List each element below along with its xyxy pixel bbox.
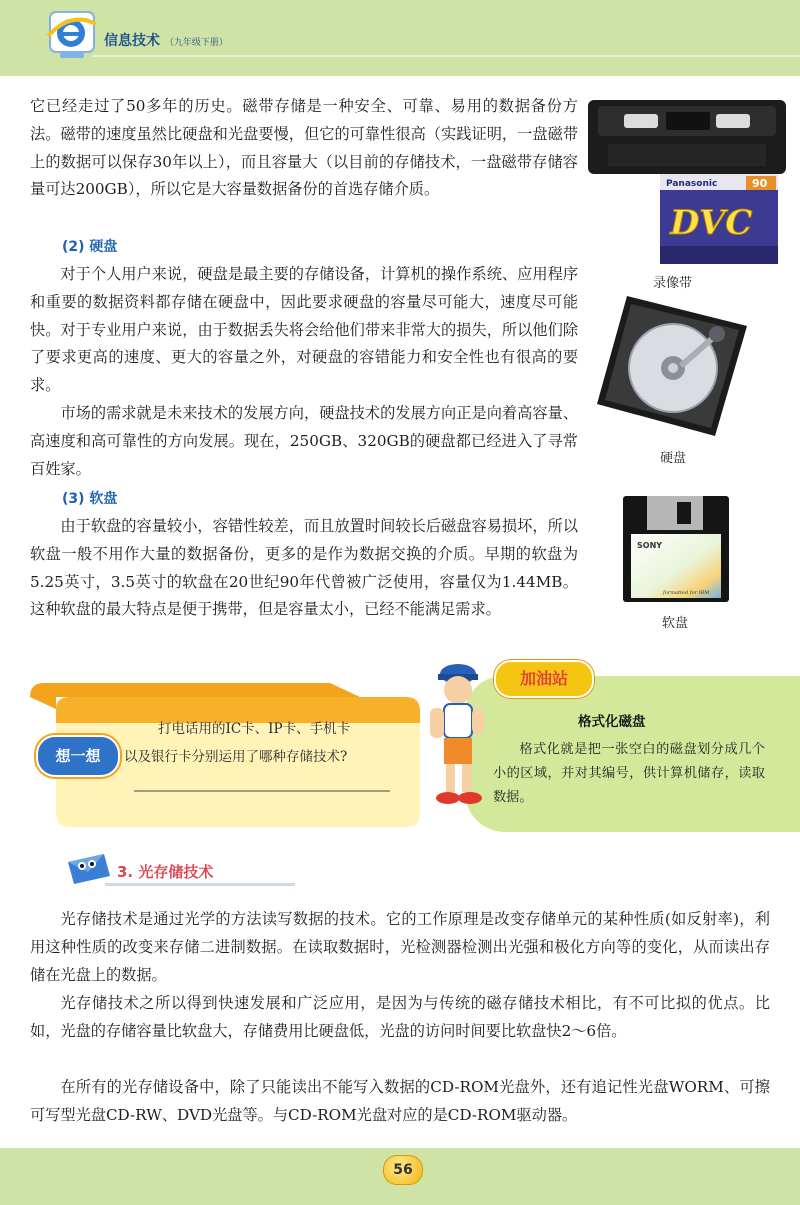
book-subtitle: （九年级下册） [164, 38, 228, 48]
internet-explorer-logo-icon [42, 6, 100, 64]
tip-badge [494, 660, 594, 698]
envelope-mascot-icon [64, 848, 114, 888]
hard-disk-image [597, 296, 747, 436]
page-number: 56 [383, 1155, 423, 1185]
optical-storage-title: 3. 光存储技术 [117, 863, 214, 881]
section-floppy-title: (3) 软盘 [62, 491, 118, 507]
floppy-caption: 软盘 [662, 616, 689, 631]
tape-paragraph: 它已经走过了50多年的历史。磁带存储是一种安全、可靠、易用的数据备份方法。磁带的速度虽然比硬盘和光盘要慢，但它的可靠性很高（实践证明，一盘磁带上的数据可以保存30年以上），而且容量大（以目前的存储技术，一盘磁带存储容量可达200GB），所以它是大容量数据备份的首选存储介质。 [30, 97, 578, 199]
dvc-cassette-image [660, 174, 778, 264]
floppy-paragraph: 由于软盘的容量较小，容错性较差，而且放置时间较长后磁盘容易损坏，所以软盘一般不用作大量的数据备份，更多的是作为数据交换的介质。早期的软盘为5.25英寸，3.5英寸的软盘在20世纪90年代曾被广泛使用，容量仅为1.44MB。这种软盘的最大特点是便于携带，但是容量太小，已经不能满足需求。 [30, 517, 578, 619]
dvc-number: 90 [752, 177, 768, 190]
think-badge [36, 735, 120, 777]
dvc-brand: Panasonic [666, 179, 718, 189]
optical-title-underline [105, 883, 295, 886]
tip-title: 格式化磁盘 [578, 714, 646, 730]
book-title-text: 信息技术 [104, 33, 160, 49]
tape-caption: 录像带 [653, 276, 693, 291]
floppy-brand: SONY [637, 541, 663, 550]
section-hard-disk-title: (2) 硬盘 [62, 239, 118, 255]
boy-mascot-icon [424, 660, 488, 810]
header-divider [92, 55, 800, 57]
dvc-label: DVC [670, 203, 753, 243]
floppy-disk-image [623, 496, 729, 606]
think-badge-label: 想一想 [55, 747, 101, 765]
think-line-1: 打电话用的IC卡、IP卡、手机卡 [158, 721, 351, 737]
floppy-formatted-label: formatted for IBM [663, 590, 710, 596]
hard-disk-paragraph-2: 市场的需求就是未来技术的发展方向，硬盘技术的发展方向正是向着高容量、高速度和高可靠性的方向发展。现在，250GB、320GB的硬盘都已经进入了寻常百姓家。 [30, 404, 578, 478]
tip-text: 格式化就是把一张空白的磁盘划分成几个小的区域，并对其编号，供计算机储存，读取数据。 [493, 742, 765, 805]
optical-paragraph-1: 光存储技术是通过光学的方法读写数据的技术。它的工作原理是改变存储单元的某种性质(如反射率)，利用这种性质的改变来存储二进制数据。在读取数据时，光检测器检测出光强和极化方向等的变化，从而读出存储在光盘上的数据。 [30, 910, 770, 984]
book-title [104, 30, 228, 50]
hard-disk-caption: 硬盘 [660, 451, 687, 466]
hard-disk-paragraph-1: 对于个人用户来说，硬盘是最主要的存储设备，计算机的操作系统、应用程序和重要的数据资料都存储在硬盘中，因此要求硬盘的容量尽可能大，速度尽可能快。对于专业用户来说，由于数据丢失将会给他们带来非常大的损失，所以他们除了要求更高的速度、更大的容量之外，对硬盘的容错能力和安全性也有很高的要求。 [30, 265, 578, 395]
optical-paragraph-3: 在所有的光存储设备中，除了只能读出不能写入数据的CD-ROM光盘外，还有追记性光盘WORM、可擦可写型光盘CD-RW、DVD光盘等。与CD-ROM光盘对应的是CD-ROM驱动器。 [30, 1078, 770, 1124]
think-line-2: 以及银行卡分别运用了哪种存储技术? [124, 749, 348, 765]
tip-badge-label: 加油站 [519, 669, 568, 688]
optical-paragraph-2: 光存储技术之所以得到快速发展和广泛应用，是因为与传统的磁存储技术相比，有不可比拟的优点。比如，光盘的存储容量比软盘大，存储费用比硬盘低，光盘的访问时间要比软盘快2～6倍。 [30, 994, 770, 1040]
video-tape-image [588, 92, 788, 177]
